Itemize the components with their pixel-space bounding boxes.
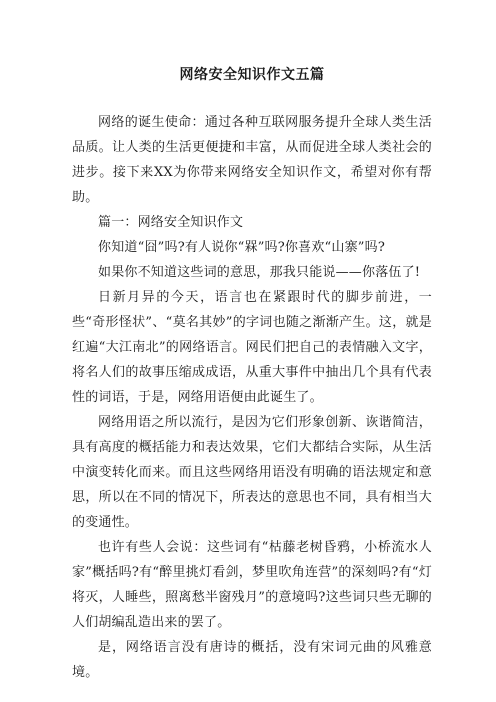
paragraph-response: 是，网络语言没有唐诗的概括，没有宋词元曲的风雅意境。 xyxy=(72,640,432,680)
paragraph-section-heading: 篇一：网络安全知识作文 xyxy=(98,215,244,230)
paragraph-origin: 日新月异的今天，语言也在紧跟时代的脚步前进，一些“奇形怪状”、“莫名其妙”的字词也随之渐渐产生。这，就是红遍“大江南北”的网络语言。网民们把自己的表情融入文字，将名人们的故事压缩成成语，从重大事件中抽出几个具有代表性的词语，于是，网络用语便由此诞生了。 xyxy=(72,290,432,405)
paragraph-outdated: 如果你不知道这些词的意思，那我只能说——你落伍了! xyxy=(98,265,421,280)
document-title: 网络安全知识作文五篇 xyxy=(179,67,325,83)
paragraph-question: 你知道“囧”吗?有人说你“槑”吗?你喜欢“山寨”吗? xyxy=(98,240,385,255)
document-body xyxy=(72,110,432,685)
paragraph-intro: 网络的诞生使命：通过各种互联网服务提升全球人类生活品质。让人类的生活更便捷和丰富，从而促进全球人类社会的进步。接下来XX为你带来网络安全知识作文，希望对你有帮助。 xyxy=(72,115,432,205)
paragraph-criticism: 也许有些人会说：这些词有“枯藤老树昏鸦，小桥流水人家”概括吗?有“醉里挑灯看剑，梦里吹角连营”的深刻吗?有“灯将灭，人睡些，照离愁半窗残月”的意境吗?这些词只些无聊的人们胡编乱造出来的罢了。 xyxy=(72,540,432,630)
paragraph-popularity: 网络用语之所以流行，是因为它们形象创新、诙谐简洁，具有高度的概括能力和表达效果，它们大都结合实际，从生活中演变转化而来。而且这些网络用语没有明确的语法规定和意思，所以在不同的情况下，所表达的意思也不同，具有相当大的变通性。 xyxy=(72,415,432,530)
